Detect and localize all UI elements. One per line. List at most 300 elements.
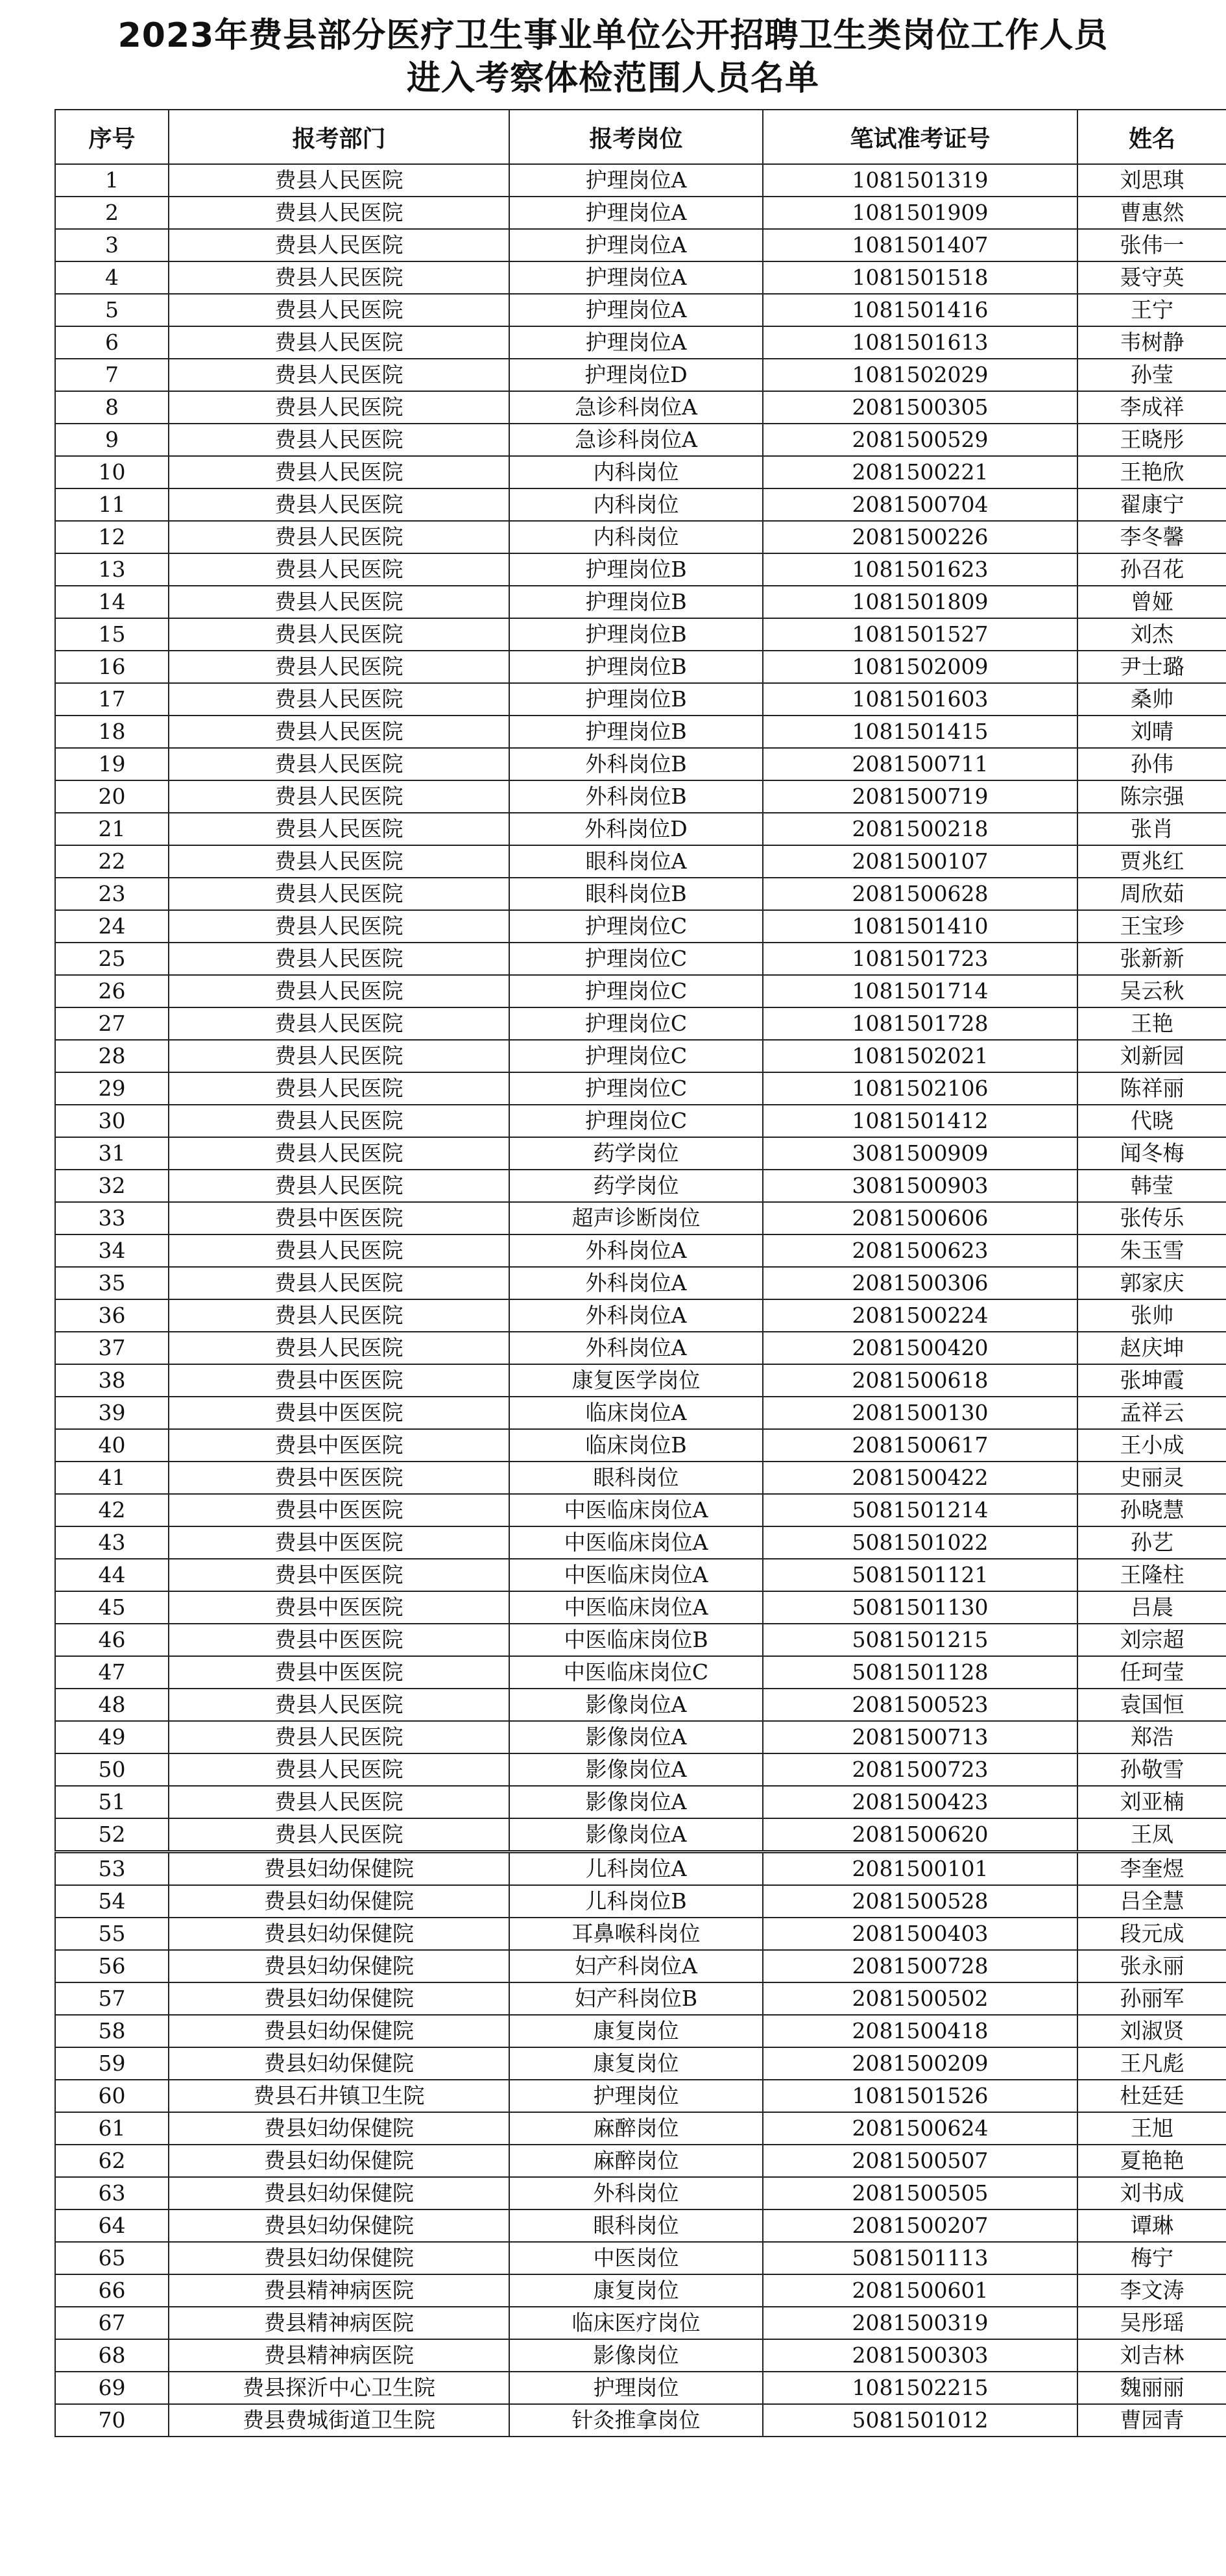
cell-name: 王艳: [1077, 1007, 1226, 1040]
cell-exam-id: 2081500221: [763, 456, 1077, 488]
cell-exam-id: 5081501022: [763, 1526, 1077, 1559]
table-row: [55, 1526, 1226, 1559]
cell-serial: 27: [55, 1007, 169, 1040]
cell-exam-id: 2081500719: [763, 780, 1077, 813]
cell-department: 费县人民医院: [169, 618, 509, 651]
cell-position: 护理岗位B: [509, 683, 763, 716]
cell-name: 王宁: [1077, 294, 1226, 326]
cell-exam-id: 2081500226: [763, 521, 1077, 553]
table-row: [55, 1364, 1226, 1397]
cell-exam-id: 2081500723: [763, 1753, 1077, 1786]
cell-position: 内科岗位: [509, 456, 763, 488]
cell-exam-id: 2081500107: [763, 845, 1077, 878]
cell-department: 费县石井镇卫生院: [169, 2080, 509, 2112]
cell-serial: 68: [55, 2339, 169, 2372]
cell-department: 费县人民医院: [169, 651, 509, 683]
cell-serial: 10: [55, 456, 169, 488]
table-row: [55, 1299, 1226, 1332]
cell-department: 费县精神病医院: [169, 2339, 509, 2372]
cell-department: 费县人民医院: [169, 1170, 509, 1202]
table-row: [55, 197, 1226, 229]
cell-serial: 1: [55, 164, 169, 197]
cell-position: 护理岗位C: [509, 943, 763, 975]
cell-position: 影像岗位A: [509, 1721, 763, 1753]
table-row: [55, 748, 1226, 780]
cell-name: 周欣茹: [1077, 878, 1226, 910]
cell-position: 眼科岗位A: [509, 845, 763, 878]
cell-exam-id: 2081500628: [763, 878, 1077, 910]
table-row: [55, 1950, 1226, 1982]
cell-position: 护理岗位C: [509, 1007, 763, 1040]
table-row: [55, 1040, 1226, 1072]
cell-serial: 14: [55, 586, 169, 618]
cell-exam-id: 1081502029: [763, 359, 1077, 391]
cell-name: 陈宗强: [1077, 780, 1226, 813]
cell-department: 费县人民医院: [169, 1689, 509, 1721]
cell-position: 麻醉岗位: [509, 2112, 763, 2145]
cell-exam-id: 2081500528: [763, 1885, 1077, 1918]
cell-exam-id: 2081500224: [763, 1299, 1077, 1332]
cell-exam-id: 2081500218: [763, 813, 1077, 845]
cell-name: 袁国恒: [1077, 1689, 1226, 1721]
table-row: [55, 424, 1226, 456]
table-row: [55, 1982, 1226, 2015]
cell-serial: 7: [55, 359, 169, 391]
cell-exam-id: 2081500618: [763, 1364, 1077, 1397]
cell-name: 李冬馨: [1077, 521, 1226, 553]
cell-name: 杜廷廷: [1077, 2080, 1226, 2112]
cell-exam-id: 1081501909: [763, 197, 1077, 229]
cell-department: 费县妇幼保健院: [169, 2047, 509, 2080]
cell-exam-id: 1081501623: [763, 553, 1077, 586]
cell-name: 代晓: [1077, 1105, 1226, 1137]
cell-department: 费县妇幼保健院: [169, 1982, 509, 2015]
cell-exam-id: 1081501723: [763, 943, 1077, 975]
cell-exam-id: 2081500529: [763, 424, 1077, 456]
cell-exam-id: 1081501809: [763, 586, 1077, 618]
cell-serial: 5: [55, 294, 169, 326]
cell-serial: 8: [55, 391, 169, 424]
table-row: [55, 1494, 1226, 1526]
cell-department: 费县人民医院: [169, 748, 509, 780]
cell-position: 护理岗位A: [509, 261, 763, 294]
cell-department: 费县费城街道卫生院: [169, 2404, 509, 2437]
table-row: [55, 1885, 1226, 1918]
cell-serial: 19: [55, 748, 169, 780]
cell-name: 韦树静: [1077, 326, 1226, 359]
cell-name: 郑浩: [1077, 1721, 1226, 1753]
cell-name: 尹士璐: [1077, 651, 1226, 683]
table-row: [55, 294, 1226, 326]
table-row: [55, 716, 1226, 748]
cell-name: 刘宗超: [1077, 1624, 1226, 1656]
table-row: [55, 2274, 1226, 2307]
cell-department: 费县人民医院: [169, 326, 509, 359]
cell-position: 外科岗位A: [509, 1234, 763, 1267]
cell-department: 费县人民医院: [169, 845, 509, 878]
cell-exam-id: 1081501415: [763, 716, 1077, 748]
table-row: [55, 683, 1226, 716]
cell-serial: 11: [55, 488, 169, 521]
cell-position: 影像岗位A: [509, 1753, 763, 1786]
cell-position: 康复岗位: [509, 2015, 763, 2047]
cell-position: 妇产科岗位B: [509, 1982, 763, 2015]
cell-department: 费县人民医院: [169, 164, 509, 197]
cell-exam-id: 5081501214: [763, 1494, 1077, 1526]
cell-exam-id: 5081501130: [763, 1591, 1077, 1624]
cell-position: 药学岗位: [509, 1137, 763, 1170]
cell-department: 费县中医医院: [169, 1526, 509, 1559]
cell-exam-id: 3081500903: [763, 1170, 1077, 1202]
cell-serial: 53: [55, 1852, 169, 1886]
table-row: [55, 651, 1226, 683]
table-header-row: [55, 110, 1226, 164]
cell-exam-id: 2081500418: [763, 2015, 1077, 2047]
cell-exam-id: 2081500403: [763, 1918, 1077, 1950]
table-row: [55, 1105, 1226, 1137]
cell-position: 护理岗位A: [509, 164, 763, 197]
cell-department: 费县精神病医院: [169, 2307, 509, 2339]
cell-name: 李文涛: [1077, 2274, 1226, 2307]
cell-serial: 4: [55, 261, 169, 294]
cell-department: 费县人民医院: [169, 1234, 509, 1267]
cell-exam-id: 1081501416: [763, 294, 1077, 326]
table-row: [55, 618, 1226, 651]
cell-position: 护理岗位C: [509, 1072, 763, 1105]
table-row: [55, 975, 1226, 1007]
cell-position: 护理岗位: [509, 2080, 763, 2112]
cell-serial: 15: [55, 618, 169, 651]
cell-serial: 40: [55, 1429, 169, 1462]
table-row: [55, 2372, 1226, 2404]
table-row: [55, 2307, 1226, 2339]
cell-position: 针灸推拿岗位: [509, 2404, 763, 2437]
cell-exam-id: 2081500305: [763, 391, 1077, 424]
cell-name: 韩莹: [1077, 1170, 1226, 1202]
cell-serial: 59: [55, 2047, 169, 2080]
cell-serial: 12: [55, 521, 169, 553]
cell-serial: 2: [55, 197, 169, 229]
cell-name: 王旭: [1077, 2112, 1226, 2145]
cell-name: 张坤霞: [1077, 1364, 1226, 1397]
cell-position: 超声诊断岗位: [509, 1202, 763, 1234]
cell-name: 贾兆红: [1077, 845, 1226, 878]
cell-position: 护理岗位C: [509, 1105, 763, 1137]
cell-name: 吴云秋: [1077, 975, 1226, 1007]
cell-name: 王凡彪: [1077, 2047, 1226, 2080]
cell-exam-id: 2081500422: [763, 1462, 1077, 1494]
cell-position: 外科岗位A: [509, 1267, 763, 1299]
cell-position: 影像岗位: [509, 2339, 763, 2372]
cell-exam-id: 1081501526: [763, 2080, 1077, 2112]
cell-position: 临床医疗岗位: [509, 2307, 763, 2339]
header-department: 报考部门: [169, 110, 509, 164]
cell-department: 费县人民医院: [169, 1786, 509, 1818]
cell-serial: 39: [55, 1397, 169, 1429]
table-row: [55, 1170, 1226, 1202]
cell-name: 王艳欣: [1077, 456, 1226, 488]
cell-exam-id: 2081500523: [763, 1689, 1077, 1721]
cell-name: 谭琳: [1077, 2209, 1226, 2242]
table-row: [55, 456, 1226, 488]
cell-department: 费县人民医院: [169, 780, 509, 813]
table-row: [55, 1267, 1226, 1299]
table-row: [55, 2080, 1226, 2112]
cell-position: 护理岗位A: [509, 197, 763, 229]
table-row: [55, 2112, 1226, 2145]
cell-department: 费县人民医院: [169, 294, 509, 326]
cell-name: 聂守英: [1077, 261, 1226, 294]
cell-serial: 32: [55, 1170, 169, 1202]
header-serial: 序号: [55, 110, 169, 164]
cell-department: 费县中医医院: [169, 1462, 509, 1494]
cell-exam-id: 2081500319: [763, 2307, 1077, 2339]
cell-department: 费县人民医院: [169, 1818, 509, 1852]
cell-name: 张传乐: [1077, 1202, 1226, 1234]
cell-position: 眼科岗位B: [509, 878, 763, 910]
cell-name: 吴彤瑶: [1077, 2307, 1226, 2339]
cell-serial: 3: [55, 229, 169, 261]
cell-exam-id: 2081500420: [763, 1332, 1077, 1364]
table-row: [55, 1689, 1226, 1721]
cell-department: 费县人民医院: [169, 910, 509, 943]
cell-department: 费县妇幼保健院: [169, 1852, 509, 1886]
cell-position: 儿科岗位B: [509, 1885, 763, 1918]
cell-name: 王小成: [1077, 1429, 1226, 1462]
cell-department: 费县中医医院: [169, 1202, 509, 1234]
cell-serial: 43: [55, 1526, 169, 1559]
cell-name: 孙敬雪: [1077, 1753, 1226, 1786]
cell-department: 费县人民医院: [169, 1299, 509, 1332]
cell-department: 费县人民医院: [169, 261, 509, 294]
cell-department: 费县人民医院: [169, 456, 509, 488]
cell-position: 中医临床岗位A: [509, 1591, 763, 1624]
cell-name: 段元成: [1077, 1918, 1226, 1950]
cell-serial: 62: [55, 2145, 169, 2177]
table-row: [55, 813, 1226, 845]
table-row: [55, 1852, 1226, 1886]
cell-exam-id: 5081501113: [763, 2242, 1077, 2274]
cell-position: 护理岗位C: [509, 910, 763, 943]
cell-serial: 44: [55, 1559, 169, 1591]
table-row: [55, 326, 1226, 359]
cell-position: 眼科岗位: [509, 2209, 763, 2242]
cell-exam-id: 2081500606: [763, 1202, 1077, 1234]
cell-name: 朱玉雪: [1077, 1234, 1226, 1267]
cell-position: 护理岗位B: [509, 586, 763, 618]
cell-serial: 6: [55, 326, 169, 359]
cell-serial: 64: [55, 2209, 169, 2242]
cell-name: 刘吉林: [1077, 2339, 1226, 2372]
cell-position: 妇产科岗位A: [509, 1950, 763, 1982]
cell-position: 护理岗位A: [509, 326, 763, 359]
cell-position: 急诊科岗位A: [509, 391, 763, 424]
cell-exam-id: 2081500130: [763, 1397, 1077, 1429]
cell-name: 刘杰: [1077, 618, 1226, 651]
cell-name: 张永丽: [1077, 1950, 1226, 1982]
cell-name: 王宝珍: [1077, 910, 1226, 943]
cell-exam-id: 2081500505: [763, 2177, 1077, 2209]
cell-name: 孙丽军: [1077, 1982, 1226, 2015]
table-row: [55, 2047, 1226, 2080]
cell-position: 康复岗位: [509, 2274, 763, 2307]
cell-name: 曾娅: [1077, 586, 1226, 618]
cell-serial: 37: [55, 1332, 169, 1364]
cell-name: 王晓彤: [1077, 424, 1226, 456]
cell-serial: 33: [55, 1202, 169, 1234]
cell-department: 费县中医医院: [169, 1494, 509, 1526]
cell-position: 临床岗位B: [509, 1429, 763, 1462]
cell-exam-id: 2081500704: [763, 488, 1077, 521]
table-row: [55, 2404, 1226, 2437]
cell-position: 护理岗位B: [509, 618, 763, 651]
cell-exam-id: 1081501412: [763, 1105, 1077, 1137]
cell-exam-id: 1081501410: [763, 910, 1077, 943]
cell-name: 张肖: [1077, 813, 1226, 845]
cell-name: 曹惠然: [1077, 197, 1226, 229]
cell-serial: 36: [55, 1299, 169, 1332]
cell-name: 孙召花: [1077, 553, 1226, 586]
cell-position: 眼科岗位: [509, 1462, 763, 1494]
table-row: [55, 1818, 1226, 1852]
table-row: [55, 2145, 1226, 2177]
cell-exam-id: 5081501215: [763, 1624, 1077, 1656]
cell-position: 康复岗位: [509, 2047, 763, 2080]
cell-department: 费县人民医院: [169, 359, 509, 391]
cell-serial: 55: [55, 1918, 169, 1950]
cell-exam-id: 5081501012: [763, 2404, 1077, 2437]
cell-position: 中医临床岗位A: [509, 1494, 763, 1526]
table-row: [55, 2177, 1226, 2209]
table-row: [55, 1591, 1226, 1624]
cell-name: 曹园青: [1077, 2404, 1226, 2437]
cell-exam-id: 1081501319: [763, 164, 1077, 197]
cell-name: 夏艳艳: [1077, 2145, 1226, 2177]
table-row: [55, 488, 1226, 521]
cell-name: 孙莹: [1077, 359, 1226, 391]
cell-name: 张新新: [1077, 943, 1226, 975]
table-row: [55, 780, 1226, 813]
cell-serial: 17: [55, 683, 169, 716]
cell-department: 费县妇幼保健院: [169, 2112, 509, 2145]
title-line-2: 进入考察体检范围人员名单: [406, 59, 819, 98]
cell-exam-id: 3081500909: [763, 1137, 1077, 1170]
cell-position: 影像岗位A: [509, 1818, 763, 1852]
cell-name: 孙伟: [1077, 748, 1226, 780]
table-row: [55, 1007, 1226, 1040]
cell-exam-id: 2081500620: [763, 1818, 1077, 1852]
table-row: [55, 2015, 1226, 2047]
cell-department: 费县人民医院: [169, 1040, 509, 1072]
cell-department: 费县中医医院: [169, 1559, 509, 1591]
cell-department: 费县妇幼保健院: [169, 2145, 509, 2177]
table-row: [55, 1918, 1226, 1950]
table-row: [55, 1397, 1226, 1429]
cell-name: 刘书成: [1077, 2177, 1226, 2209]
cell-position: 护理岗位B: [509, 651, 763, 683]
cell-serial: 21: [55, 813, 169, 845]
cell-position: 护理岗位A: [509, 294, 763, 326]
cell-name: 赵庆坤: [1077, 1332, 1226, 1364]
cell-position: 内科岗位: [509, 488, 763, 521]
cell-department: 费县妇幼保健院: [169, 1918, 509, 1950]
cell-position: 护理岗位C: [509, 1040, 763, 1072]
cell-position: 护理岗位B: [509, 716, 763, 748]
cell-serial: 28: [55, 1040, 169, 1072]
cell-serial: 51: [55, 1786, 169, 1818]
cell-department: 费县人民医院: [169, 683, 509, 716]
cell-department: 费县人民医院: [169, 878, 509, 910]
cell-department: 费县人民医院: [169, 1137, 509, 1170]
cell-department: 费县人民医院: [169, 391, 509, 424]
cell-position: 外科岗位A: [509, 1332, 763, 1364]
cell-department: 费县人民医院: [169, 943, 509, 975]
cell-department: 费县人民医院: [169, 1753, 509, 1786]
cell-serial: 25: [55, 943, 169, 975]
cell-serial: 13: [55, 553, 169, 586]
table-row: [55, 359, 1226, 391]
cell-exam-id: 1081501518: [763, 261, 1077, 294]
cell-exam-id: 2081500624: [763, 2112, 1077, 2145]
cell-exam-id: 2081500207: [763, 2209, 1077, 2242]
cell-department: 费县中医医院: [169, 1591, 509, 1624]
cell-department: 费县人民医院: [169, 813, 509, 845]
cell-department: 费县人民医院: [169, 716, 509, 748]
table-row: [55, 1559, 1226, 1591]
cell-department: 费县人民医院: [169, 197, 509, 229]
cell-exam-id: 1081501728: [763, 1007, 1077, 1040]
cell-exam-id: 1081502215: [763, 2372, 1077, 2404]
cell-serial: 70: [55, 2404, 169, 2437]
table-row: [55, 1072, 1226, 1105]
cell-position: 急诊科岗位A: [509, 424, 763, 456]
cell-serial: 9: [55, 424, 169, 456]
table-row: [55, 1656, 1226, 1689]
cell-serial: 50: [55, 1753, 169, 1786]
table-row: [55, 229, 1226, 261]
table-row: [55, 2242, 1226, 2274]
cell-name: 王凤: [1077, 1818, 1226, 1852]
cell-serial: 45: [55, 1591, 169, 1624]
table-row: [55, 1753, 1226, 1786]
cell-department: 费县人民医院: [169, 975, 509, 1007]
cell-department: 费县妇幼保健院: [169, 1885, 509, 1918]
cell-serial: 58: [55, 2015, 169, 2047]
cell-name: 吕全慧: [1077, 1885, 1226, 1918]
cell-serial: 56: [55, 1950, 169, 1982]
table-row: [55, 586, 1226, 618]
cell-name: 孙艺: [1077, 1526, 1226, 1559]
table-row: [55, 1786, 1226, 1818]
table-row: [55, 1429, 1226, 1462]
cell-exam-id: 1081502009: [763, 651, 1077, 683]
cell-position: 护理岗位A: [509, 229, 763, 261]
table-row: [55, 910, 1226, 943]
cell-exam-id: 1081502106: [763, 1072, 1077, 1105]
cell-name: 刘晴: [1077, 716, 1226, 748]
cell-serial: 23: [55, 878, 169, 910]
cell-name: 李奎煜: [1077, 1852, 1226, 1886]
table-row: [55, 1721, 1226, 1753]
cell-department: 费县人民医院: [169, 229, 509, 261]
cell-position: 外科岗位B: [509, 748, 763, 780]
cell-serial: 30: [55, 1105, 169, 1137]
cell-name: 史丽灵: [1077, 1462, 1226, 1494]
cell-department: 费县中医医院: [169, 1429, 509, 1462]
page-title: [0, 14, 1226, 100]
cell-department: 费县人民医院: [169, 521, 509, 553]
cell-department: 费县妇幼保健院: [169, 2209, 509, 2242]
